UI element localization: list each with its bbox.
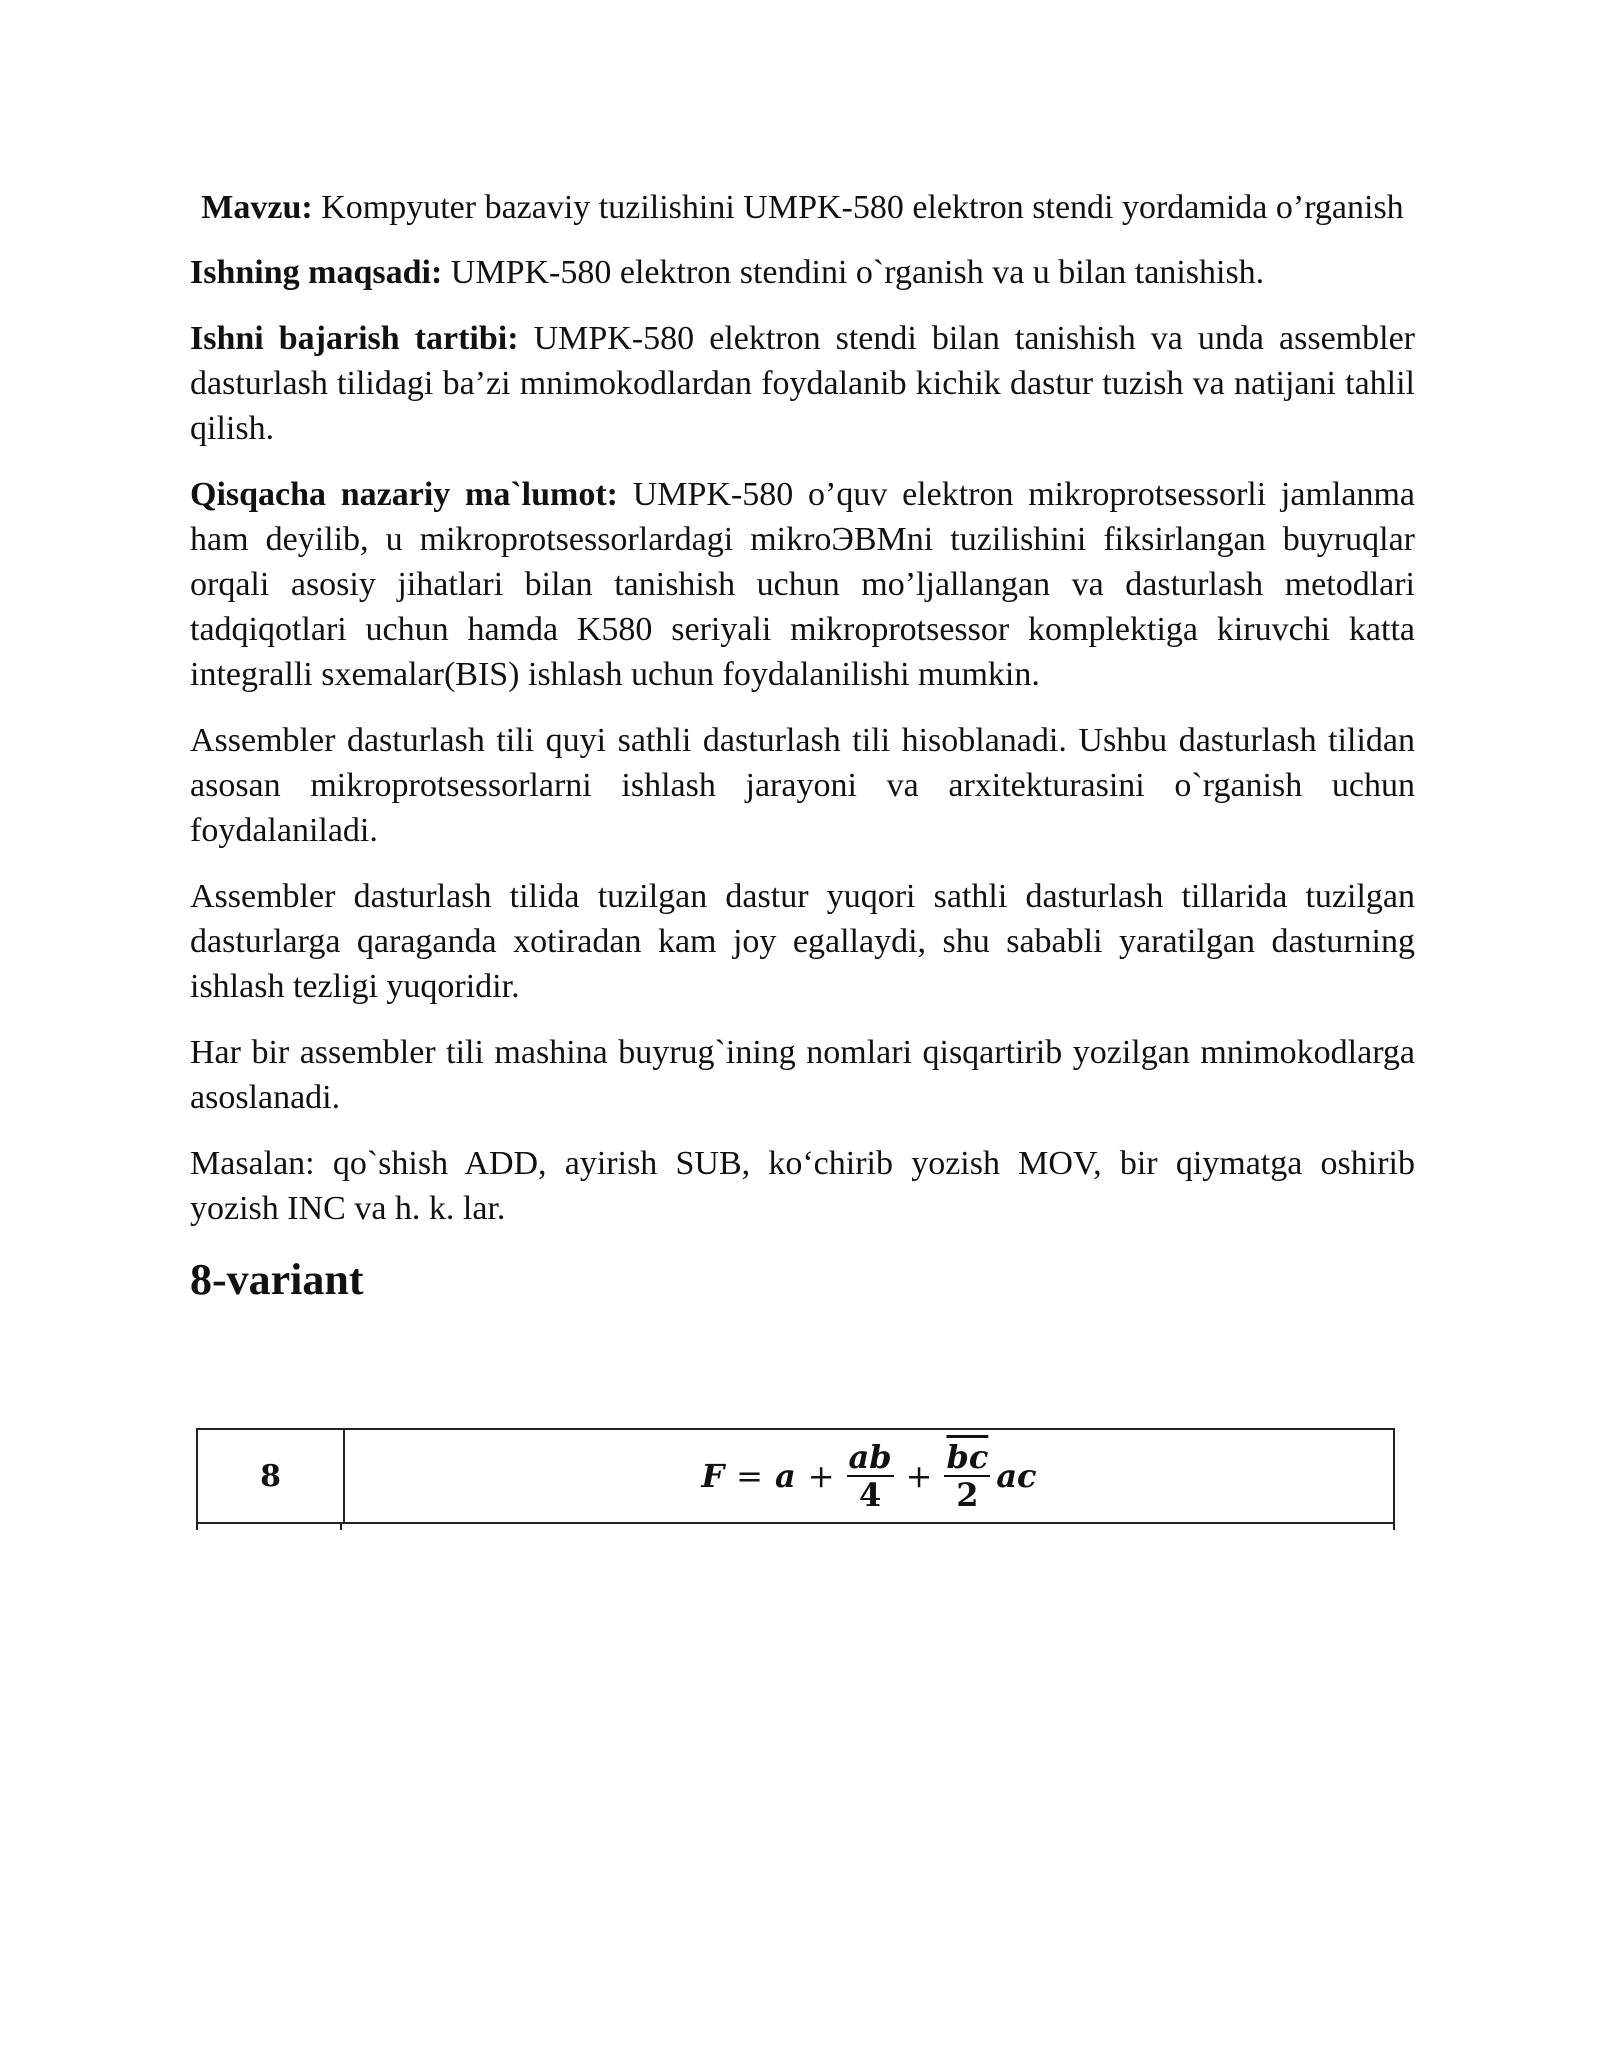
paragraph-theory bbox=[190, 472, 1415, 697]
theory-label: Qisqacha nazariy ma`lumot: bbox=[190, 476, 618, 513]
formula-plus-2: + bbox=[905, 1457, 933, 1495]
variant-table bbox=[196, 1428, 1395, 1524]
paragraph-mnemonics bbox=[190, 1030, 1415, 1120]
fraction-2-denominator: 2 bbox=[956, 1476, 979, 1514]
paragraph-assembler-intro bbox=[190, 718, 1415, 853]
goal-label: Ishning maqsadi: bbox=[190, 254, 443, 291]
table-border-tick-right bbox=[1393, 1524, 1395, 1530]
theory-text: UMPK-580 o’quv elektron mikroprotsessorli jamlanma ham deyilib, u mikroprotsessorlardagi mikroЭВMni tuzilishini fiksirlangan buyruqlar orqali asosiy jihatlari bilan tanishish uchun mo’ljallangan va dasturlash metodlari tadqiqotlari uchun hamda K580 seriyali mikroprotsessor komplektiga kiruvchi katta integralli sxemalar(BIS) ishlash uchun foydalanilishi mumkin. bbox=[190, 476, 1415, 693]
title-text: Kompyuter bazaviy tuzilishini UMPK-580 elektron stendi yordamida o’rganish bbox=[312, 189, 1404, 226]
variant-table-wrap bbox=[196, 1428, 1395, 1528]
formula-cell bbox=[344, 1429, 1394, 1523]
mnemonics-text: Har bir assembler tili mashina buyrug`ining nomlari qisqartirib yozilgan mnimokodlarga asoslanadi. bbox=[190, 1034, 1415, 1116]
formula-plus-1: + bbox=[807, 1457, 835, 1495]
fraction-2-numerator: $\overline{bc}$ bbox=[946, 1438, 989, 1476]
paragraph-procedure bbox=[190, 316, 1415, 451]
procedure-label: Ishni bajarish tartibi: bbox=[190, 320, 519, 357]
formula-lhs: F bbox=[701, 1457, 725, 1495]
title-label: Mavzu: bbox=[201, 189, 313, 226]
assembler-memory-text: Assembler dasturlash tilida tuzilgan dastur yuqori sathli dasturlash tillarida tuzilgan dasturlarga qaraganda xotiradan kam joy egallaydi, shu sababli yaratilgan dasturning ishlash tezligi yuqoridir. bbox=[190, 878, 1415, 1005]
paragraph-goal bbox=[190, 250, 1415, 295]
fraction-1-numerator: ab bbox=[848, 1438, 892, 1476]
table-border-tick-mid bbox=[340, 1524, 342, 1530]
formula-equals: = bbox=[736, 1457, 763, 1495]
paragraph-examples bbox=[190, 1141, 1415, 1231]
formula-a: a bbox=[774, 1457, 796, 1495]
fraction-bc-over-2 bbox=[944, 1439, 990, 1513]
variant-number-cell: 8 bbox=[197, 1429, 344, 1523]
procedure-text: UMPK-580 elektron stendi bilan tanishish va unda assembler dasturlash tilidagi ba’zi mnimokodlardan foydalanib kichik dastur tuzish va natijani tahlil qilish. bbox=[190, 320, 1415, 447]
goal-text: UMPK-580 elektron stendini o`rganish va u bilan tanishish. bbox=[442, 254, 1265, 291]
fraction-1-denominator: 4 bbox=[858, 1476, 882, 1514]
table-border-tick-left bbox=[196, 1524, 198, 1530]
fraction-ab-over-4 bbox=[847, 1439, 894, 1513]
variant-heading: 8-variant bbox=[190, 1255, 364, 1304]
assembler-intro-text: Assembler dasturlash tili quyi sathli dasturlash tili hisoblanadi. Ushbu dasturlash tilidan asosan mikroprotsessorlarni ishlash jarayoni va arxitekturasini o`rganish uchun foydalaniladi. bbox=[190, 722, 1415, 849]
paragraph-assembler-memory bbox=[190, 874, 1415, 1009]
page-title bbox=[190, 185, 1415, 230]
formula bbox=[701, 1439, 1036, 1513]
document-page bbox=[190, 185, 1415, 1324]
examples-text: Masalan: qo`shish ADD, ayirish SUB, ko‘chirib yozish MOV, bir qiymatga oshirib yozish INC va h. k. lar. bbox=[190, 1145, 1415, 1227]
table-row bbox=[197, 1429, 1394, 1523]
formula-tail: ac bbox=[996, 1457, 1037, 1495]
